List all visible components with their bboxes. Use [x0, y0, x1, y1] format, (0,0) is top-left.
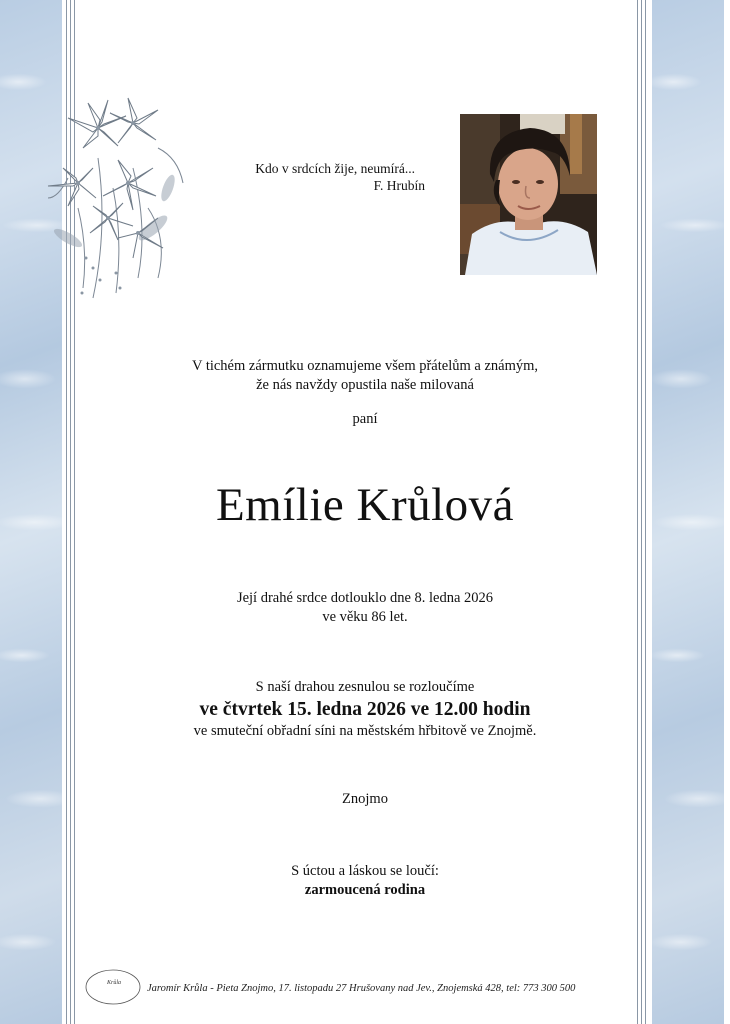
family-signature: zarmoucená rodina: [304, 882, 426, 898]
logo-text: Krůla: [106, 980, 121, 986]
farewell-line: S úctou a láskou se loučí:: [291, 863, 439, 879]
footer-contact: Jaromír Krůla - Pieta Znojmo, 17. listopadu 27 Hrušovany nad Jev., Znojemská 428, tel: 773 300 500: [147, 983, 576, 994]
funeral-place: ve smuteční obřadní síni na městském hřbitově ve Znojmě.: [193, 723, 537, 739]
pieta-logo-icon: [84, 968, 142, 1006]
town: Znojmo: [342, 791, 388, 807]
quote: [190, 160, 425, 194]
announcement-line: V tichém zármutku oznamujeme všem přátelům a známým,: [191, 358, 538, 374]
announcement-line: že nás navždy opustila naše milovaná: [256, 377, 474, 393]
footer: [84, 968, 644, 1008]
death-age: ve věku 86 let.: [322, 609, 408, 625]
portrait-image: [460, 114, 597, 275]
death-details: [0, 589, 730, 627]
announcement: [0, 357, 730, 395]
funeral-intro: S naší drahou zesnulou se rozloučíme: [255, 679, 475, 695]
title-pani: paní: [352, 411, 378, 427]
farewell: [0, 862, 730, 900]
quote-author: F. Hrubín: [373, 178, 425, 193]
funeral-datetime: ve čtvrtek 15. ledna 2026 ve 12.00 hodin: [199, 699, 531, 720]
lily-flowers-icon: [38, 88, 188, 303]
quote-text: Kdo v srdcích žije, neumírá...: [255, 161, 415, 176]
portrait-photo: [460, 114, 597, 275]
death-date: Její drahé srdce dotlouklo dne 8. ledna 2026: [236, 590, 494, 606]
deceased-name: Emílie Krůlová: [215, 479, 515, 531]
